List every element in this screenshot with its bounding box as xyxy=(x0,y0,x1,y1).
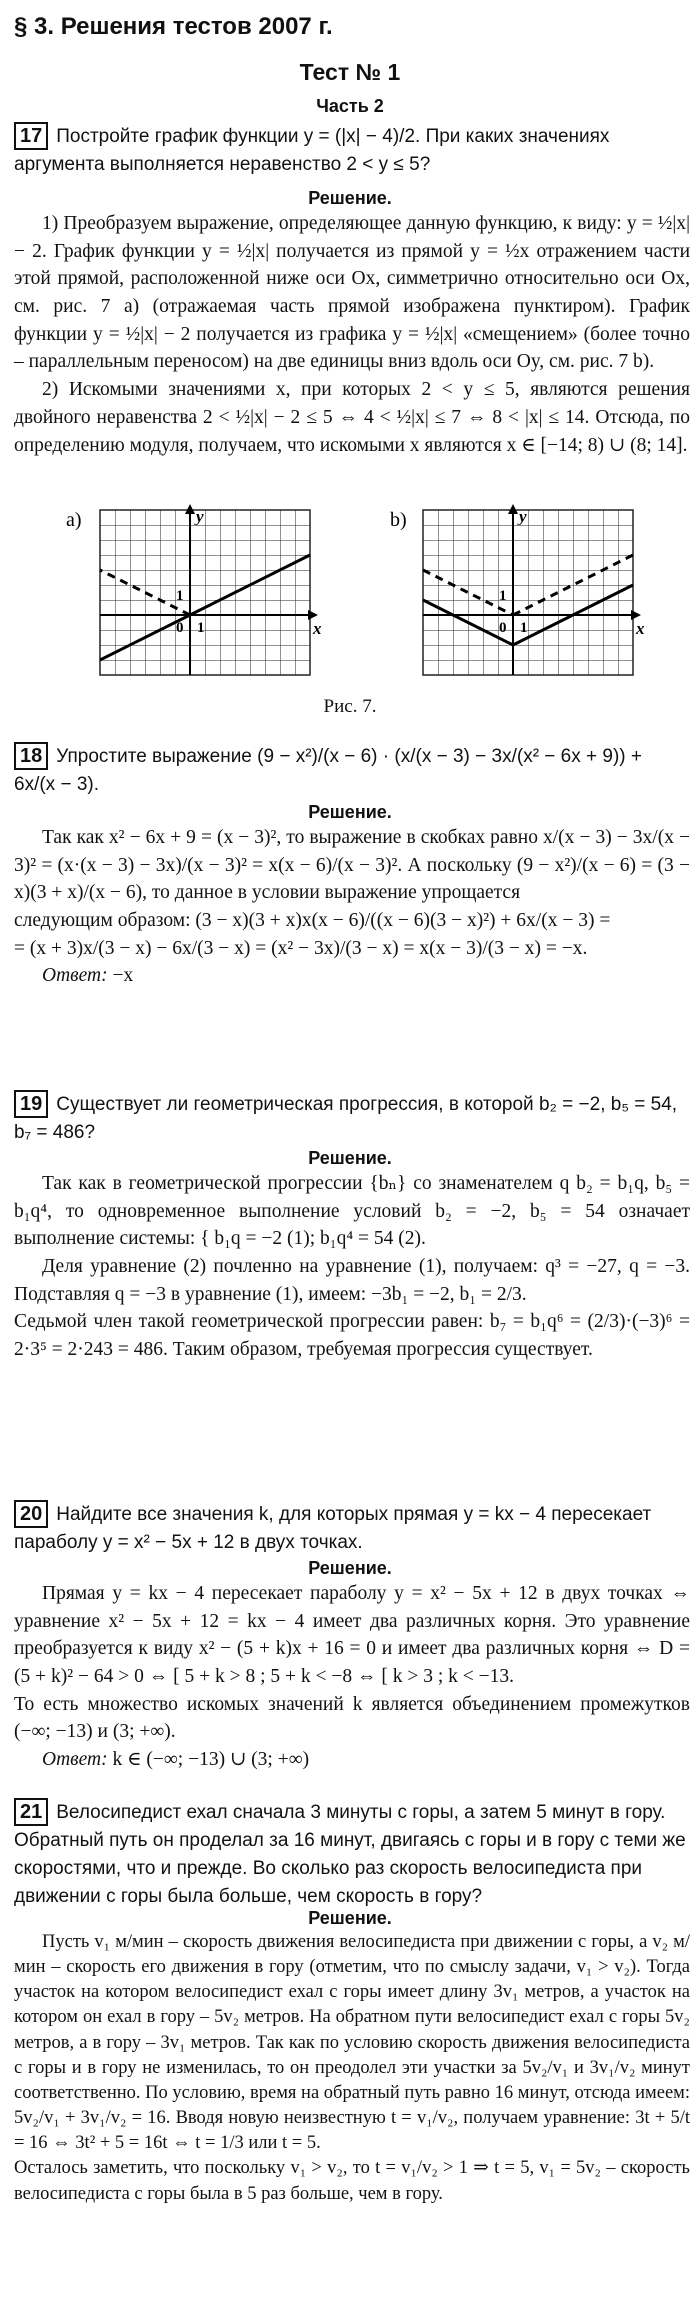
solution-19 xyxy=(14,1170,690,1364)
panel-b xyxy=(423,504,645,675)
problem-statement: Велосипедист ехал сначала 3 минуты с горы, а затем 5 минут в гору. Обратный путь он проделал за 16 минут, двигаясь с горы и в гору с теми же скоростями, что и прежде. Во сколько раз скорость велосипедиста при движении с горы была больше, чем скорость в гору? xyxy=(14,1802,686,1907)
solution-paragraph: Осталось заметить, что поскольку v₁ > v₂, то t = v₁/v₂ > 1 ⇒ t = 5, v₁ = 5v₂ – скорость велосипедиста с горы была в 5 раз больше, чем в гору. xyxy=(14,2158,690,2204)
test-title: Тест № 1 xyxy=(299,59,401,85)
problem-number: 18 xyxy=(14,742,48,770)
solution-paragraph: Пусть v₁ м/мин – скорость движения велосипедиста при движении с горы, а v₂ м/мин – скорость его движения в гору (отметим, что по смыслу задачи, v₁ > v₂). Тогда участок на котором велосипедист ехал с горы имеет длину 3v₁ метров, а участок на котором он ехал в гору – 5v₂ метров. На обратном пути велосипедист ехал с горы 5v₂ метров, а в гору – 3v₁ метров. Так как по условию скорость движения велосипедиста с горы и в гору не изменилась, то он преодолел эти участки за 5v₂/v₁ и 3v₁/v₂ минут соответственно. По условию, время на обратный путь равно 16 минут, отсюда имеем: 5v₂/v₁ + 3v₁/v₂ = 16. Вводя новую неизвестную t = v₁/v₂, получаем уравнение: 3t + 5/t = 16 ⇔ 3t² + 5 = 16t ⇔ t = 1/3 или t = 5. xyxy=(14,1932,691,2154)
solution-20 xyxy=(14,1580,690,1774)
solution-heading: Решение. xyxy=(308,188,392,208)
axis-y-label: y xyxy=(519,507,527,526)
tick-one-y: 1 xyxy=(176,588,184,604)
tick-one-x: 1 xyxy=(520,620,528,636)
solution-paragraph: Прямая y = kx − 4 пересекает параболу y = x² − 5x + 12 в двух точках ⇔ уравнение x² − 5x + 12 = kx − 4 имеет два различных корня. Это уравнение преобразуется к виду x² − (5 + k)x + 16 = 0 и имеет два различных корня ⇔ D = (5 + k)² − 64 > 0 ⇔ [ 5 + k > 8 ; 5 + k < −8 ⇔ [ k > 3 ; k < −13. xyxy=(14,1583,690,1688)
tick-zero: 0 xyxy=(499,620,507,636)
answer-label: Ответ: xyxy=(42,965,108,987)
problem-19 xyxy=(14,1090,686,1147)
solution-heading: Решение. xyxy=(308,802,392,822)
solution-paragraph: 2) Искомыми значениями x, при которых 2 < y ≤ 5, являются решения двойного неравенства 2 < ½|x| − 2 ≤ 5 ⇔ 4 < ½|x| ≤ 7 ⇔ 8 < |x| ≤ 14. Отсюда, по определению модуля, получаем, что искомыми x являются x ∈ [−14; 8) ∪ (8; 14]. xyxy=(14,379,690,456)
solution-paragraph: Деля уравнение (2) почленно на уравнение (1), получаем: q³ = −27, q = −3. Подставляя q = −3 в уравнение (1), имеем: −3b₁ = −2, b₁ = 2/3. xyxy=(14,1256,690,1305)
solution-paragraph: следующим образом: (3 − x)(3 + x)x(x − 6)/((x − 6)(3 − x)²) + 6x/(x − 3) = xyxy=(14,910,611,932)
solution-paragraph: 1) Преобразуем выражение, определяющее данную функцию, к виду: y = ½|x| − 2. График функции y = ½|x| получается из прямой y = ½x отражением части этой прямой, расположенной ниже оси Ox, симметрично относительно оси Ox, см. рис. 7 a) (отражаемая часть прямой изображена пунктиром). График функции y = ½|x| − 2 получается из графика y = ½|x| «смещением» (более точно – параллельным переносом) на две единицы вниз вдоль оси Oy, см. рис. 7 b). xyxy=(14,213,690,373)
problem-number: 19 xyxy=(14,1090,48,1118)
solution-17 xyxy=(14,210,690,459)
problem-number: 17 xyxy=(14,122,48,150)
solution-18 xyxy=(14,824,690,990)
solution-paragraph: Так как в геометрической прогрессии {bₙ} со знаменателем q b₂ = b₁q, b₅ = b₁q⁴, то одновременное выполнение условий b₂ = −2, b₅ = 54 означает выполнение системы: { b₁q = −2 (1); b₁q⁴ = 54 (2). xyxy=(14,1173,690,1250)
tick-one-x: 1 xyxy=(197,620,205,636)
solution-21 xyxy=(14,1930,690,2207)
problem-17 xyxy=(14,122,686,179)
solution-paragraph: = (x + 3)x/(3 − x) − 6x/(3 − x) = (x² − 3x)/(3 − x) = x(x − 3)/(3 − x) = −x. xyxy=(14,937,588,959)
problem-statement: Упростите выражение (9 − x²)/(x − 6) · (x/(x − 3) − 3x/(x² − 6x + 9)) + 6x/(x − 3). xyxy=(14,746,642,795)
solution-heading: Решение. xyxy=(308,1148,392,1168)
solution-paragraph: Седьмой член такой геометрической прогрессии равен: b₇ = b₁q⁶ = (2/3)·(−3)⁶ = 2·3⁵ = 2·243 = 486. Таким образом, требуемая прогрессия существует. xyxy=(14,1311,690,1361)
answer-value: −x xyxy=(112,965,134,987)
problem-statement: Найдите все значения k, для которых прямая y = kx − 4 пересекает параболу y = x² − 5x + 12 в двух точках. xyxy=(14,1504,652,1553)
panel-a-label: a) xyxy=(66,509,82,531)
solution-paragraph: То есть множество искомых значений k является объединением промежутков (−∞; −13) и (3; +∞). xyxy=(14,1693,690,1743)
part-title: Часть 2 xyxy=(316,96,384,116)
solution-heading: Решение. xyxy=(308,1558,392,1578)
panel-a xyxy=(100,504,322,675)
figure-caption: Рис. 7. xyxy=(323,696,377,717)
problem-21 xyxy=(14,1798,686,1911)
problem-statement: Постройте график функции y = (|x| − 4)/2. При каких значениях аргумента выполняется неравенство 2 < y ≤ 5? xyxy=(14,126,610,175)
section-header: § 3. Решения тестов 2007 г. xyxy=(14,13,333,40)
problem-number: 21 xyxy=(14,1798,48,1826)
tick-zero: 0 xyxy=(176,620,184,636)
tick-one-y: 1 xyxy=(499,588,507,604)
axis-y-label: y xyxy=(196,507,204,526)
axis-x-label: x xyxy=(313,619,322,638)
figure-graphs xyxy=(60,500,660,680)
problem-statement: Существует ли геометрическая прогрессия, в которой b₂ = −2, b₅ = 54, b₇ = 486? xyxy=(14,1094,678,1143)
figure-7 xyxy=(60,500,660,689)
problem-number: 20 xyxy=(14,1500,48,1528)
solution-heading: Решение. xyxy=(308,1908,392,1928)
answer-value: k ∈ (−∞; −13) ∪ (3; +∞) xyxy=(112,1749,310,1771)
problem-20 xyxy=(14,1500,686,1557)
problem-18 xyxy=(14,742,686,799)
solution-paragraph: Так как x² − 6x + 9 = (x − 3)², то выражение в скобках равно x/(x − 3) − 3x/(x − 3)² = (x·(x − 3) − 3x)/(x − 3)² = x(x − 6)/(x − 3)². А поскольку (9 − x²)/(x − 6) = (3 − x)(3 + x)/(x − 6), то данное в условии выражение упрощается xyxy=(14,827,690,904)
axis-x-label: x xyxy=(636,619,645,638)
answer-label: Ответ: xyxy=(42,1749,108,1771)
panel-b-label: b) xyxy=(390,509,407,531)
